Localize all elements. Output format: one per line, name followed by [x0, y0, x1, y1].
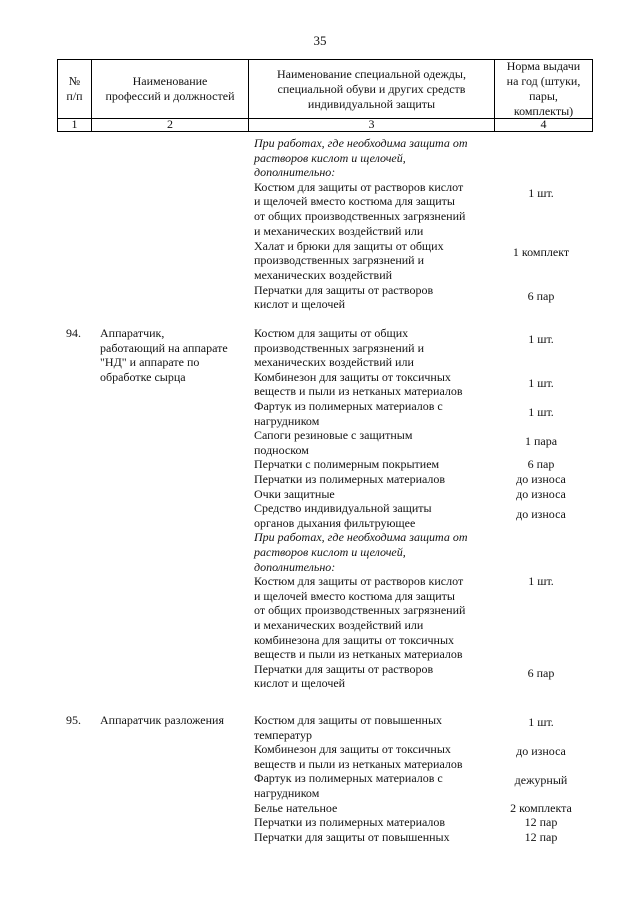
equipment-name: Фартук из полимерных материалов с — [254, 399, 443, 413]
header-num-2: 2 — [91, 118, 249, 132]
equipment-name: органов дыхания фильтрующее — [254, 515, 416, 530]
note-italic: дополнительно: — [254, 165, 336, 180]
equipment-name: Перчатки с полимерным покрытием — [254, 457, 440, 472]
note-italic: дополнительно: — [254, 559, 336, 574]
equipment-name: температур — [254, 727, 313, 742]
equipment-name: подноском — [254, 442, 309, 457]
profession-name: обработке сырца — [100, 369, 186, 384]
equipment-name: Халат и брюки для защиты от общих — [254, 238, 444, 253]
norm-value: 2 комплекта — [510, 800, 572, 815]
equipment-name: механических воздействий или — [254, 355, 414, 370]
header-num-1: 1 — [57, 118, 92, 132]
page-number: 35 — [313, 33, 327, 48]
note-italic: растворов кислот и щелочей, — [254, 545, 406, 559]
equipment-name: Костюм для защиты от растворов кислот — [254, 179, 464, 194]
norm-value: 1 шт. — [528, 332, 554, 346]
equipment-name: комбинезона для защиты от токсичных — [254, 632, 455, 647]
equipment-name: от общих производственных загрязнений — [254, 209, 466, 223]
equipment-name: веществ и пыли из нетканых материалов — [254, 647, 463, 662]
header-col-number: № п/п — [57, 59, 92, 119]
note-italic: При работах, где необходима защита от — [254, 136, 468, 150]
equipment-name: Белье нательное — [254, 800, 338, 815]
norm-value: 12 пар — [524, 829, 558, 844]
equipment-name: Комбинезон для защиты от токсичных — [254, 369, 451, 384]
equipment-name: Перчатки из полимерных материалов — [254, 472, 446, 486]
equipment-name: и щелочей вместо костюма для защиты — [254, 588, 455, 603]
header-num-3: 3 — [248, 118, 495, 132]
norm-value: 1 шт. — [528, 405, 554, 419]
norm-value: 1 шт. — [528, 715, 554, 729]
equipment-name: Перчатки для защиты от повышенных — [254, 829, 450, 844]
equipment-name: кислот и щелочей — [254, 676, 346, 691]
equipment-name: Костюм для защиты от общих — [254, 326, 409, 340]
profession-name: Аппаратчик разложения — [100, 713, 224, 727]
profession-name: работающий на аппарате — [100, 340, 228, 355]
equipment-name: Перчатки из полимерных материалов — [254, 815, 446, 830]
equipment-name: нагрудником — [254, 786, 320, 800]
norm-value: 1 пара — [524, 434, 558, 449]
norm-value: 6 пар — [527, 665, 555, 680]
equipment-name: Костюм для защиты от растворов кислот — [254, 574, 464, 589]
equipment-name: Комбинезон для защиты от токсичных — [254, 742, 451, 757]
equipment-name: и механических воздействий или — [254, 618, 424, 632]
profession-name: Аппаратчик, — [100, 326, 165, 340]
equipment-name: веществ и пыли из нетканых материалов — [254, 384, 463, 399]
header-col-norm: Норма выдачи на год (штуки, пары, комплекты) — [494, 59, 593, 119]
profession-name: "НД" и аппарате по — [100, 355, 200, 370]
equipment-name: Фартук из полимерных материалов с — [254, 771, 443, 786]
equipment-name: кислот и щелочей — [254, 297, 346, 312]
norm-value: до износа — [516, 472, 566, 486]
norm-value: до износа — [516, 486, 566, 501]
equipment-name: механических воздействий — [254, 267, 393, 282]
equipment-name: и механических воздействий или — [254, 223, 424, 238]
equipment-name: Средство индивидуальной защиты — [254, 501, 432, 516]
row-number: 95. — [66, 713, 81, 727]
header-col-profession: Наименование профессий и должностей — [91, 59, 249, 119]
norm-value: до износа — [516, 744, 566, 759]
equipment-name: веществ и пыли из нетканых материалов — [254, 756, 463, 771]
norm-value: 1 шт. — [528, 375, 554, 390]
equipment-name: Костюм для защиты от повышенных — [254, 713, 443, 727]
equipment-name: от общих производственных загрязнений — [254, 603, 466, 618]
equipment-name: Очки защитные — [254, 486, 335, 501]
equipment-name: Перчатки для защиты от растворов — [254, 661, 434, 676]
norm-value: 12 пар — [524, 815, 558, 830]
norm-value: 6 пар — [527, 288, 555, 303]
equipment-name: производственных загрязнений и — [254, 253, 425, 268]
header-col-equipment: Наименование специальной одежды, специальной обуви и других средств индивидуальной защиты — [248, 59, 495, 119]
header-num-4: 4 — [494, 118, 593, 132]
norm-value: до износа — [516, 507, 566, 522]
norm-value: 1 шт. — [528, 574, 554, 589]
equipment-name: и щелочей вместо костюма для защиты — [254, 194, 455, 209]
note-italic: растворов кислот и щелочей, — [254, 150, 406, 165]
equipment-name: нагрудником — [254, 413, 320, 428]
norm-value: 1 комплект — [512, 244, 570, 259]
equipment-name: Сапоги резиновые с защитным — [254, 428, 413, 443]
equipment-name: Перчатки для защиты от растворов — [254, 282, 434, 297]
norm-value: 6 пар — [527, 457, 555, 472]
equipment-name: производственных загрязнений и — [254, 340, 425, 355]
norm-value: дежурный — [514, 773, 568, 788]
row-number: 94. — [66, 326, 81, 340]
norm-value: 1 шт. — [528, 185, 554, 200]
note-italic: При работах, где необходима защита от — [254, 530, 468, 545]
